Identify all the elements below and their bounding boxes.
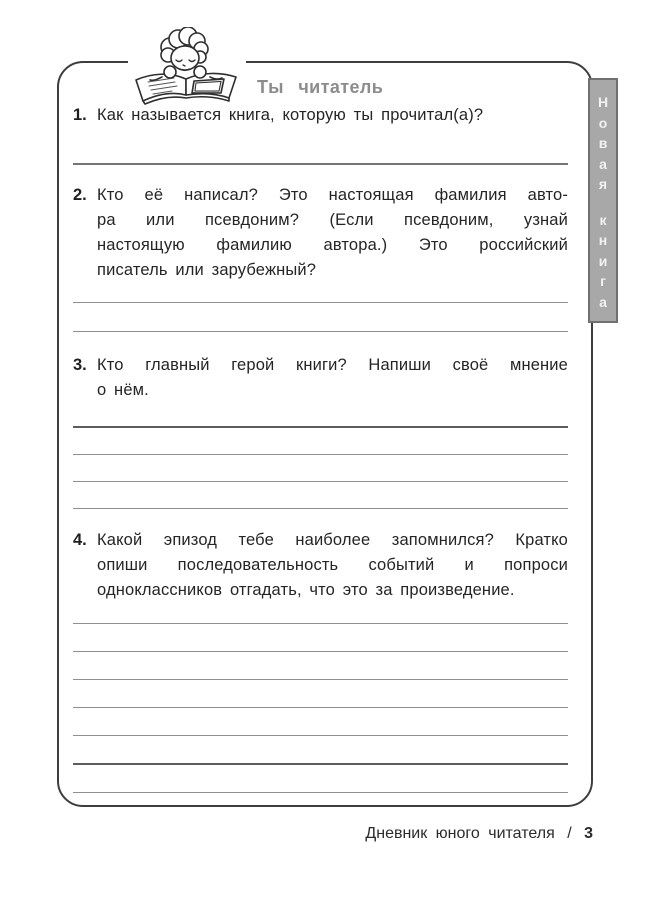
question-text — [97, 528, 568, 603]
answer-line — [73, 765, 568, 793]
footer-separator: / — [567, 825, 572, 842]
question-number: 3. — [73, 356, 87, 374]
answer-line — [73, 652, 568, 680]
question-number: 4. — [73, 531, 87, 549]
answer-lines-q1 — [73, 135, 568, 165]
tab-letter: г — [600, 273, 606, 289]
question-text-line: писатель или зарубежный? — [97, 261, 317, 279]
answer-lines-q2 — [73, 274, 568, 332]
question-text-line: Какой эпизод тебе наиболее запомнился? Кратко — [97, 531, 568, 549]
question-text-line: Как называется книга, которую ты прочитал(а)? — [97, 106, 484, 124]
question-text-line: Кто главный герой книги? Напиши своё мнение — [97, 356, 568, 374]
question-number: 2. — [73, 186, 87, 204]
answer-line — [73, 274, 568, 303]
answer-line — [73, 708, 568, 736]
child-reading-book-icon — [128, 27, 246, 111]
question-text-line: ра или псевдоним? (Если псевдоним, узнай — [97, 211, 568, 229]
answer-line — [73, 400, 568, 428]
tab-letter: Н — [597, 94, 609, 110]
answer-line — [73, 482, 568, 509]
answer-lines-q4 — [73, 596, 568, 793]
answer-line — [73, 736, 568, 765]
tab-letter: в — [598, 135, 608, 151]
page-number: 3 — [584, 825, 593, 842]
page-title: Ты читатель — [257, 77, 384, 97]
question-text — [97, 353, 568, 403]
answer-line — [73, 428, 568, 455]
answer-line — [73, 680, 568, 708]
question-text-line: о нём. — [97, 381, 149, 399]
tab-letter: и — [598, 252, 608, 269]
tab-letter: а — [599, 293, 607, 310]
footer — [365, 825, 593, 843]
tab-letter: а — [599, 155, 607, 172]
answer-line — [73, 135, 568, 165]
tab-letter: к — [599, 211, 607, 228]
answer-line — [73, 624, 568, 652]
question-text-line: одноклассников отгадать, что это за произведение. — [97, 581, 515, 599]
question-text — [97, 183, 568, 283]
answer-lines-q3 — [73, 400, 568, 509]
question-text — [97, 103, 568, 128]
footer-book-title: Дневник юного читателя — [365, 825, 555, 842]
tab-letter: о — [598, 114, 608, 131]
answer-line — [73, 455, 568, 482]
question-2 — [73, 183, 568, 283]
answer-line — [73, 303, 568, 332]
question-4 — [73, 528, 568, 603]
tab-letter: я — [598, 176, 608, 192]
side-tab-new-book — [588, 78, 618, 323]
question-text-line: настоящую фамилию автора.) Это российский — [97, 236, 568, 254]
question-text-line: Кто её написал? Это настоящая фамилия авто- — [97, 186, 568, 204]
question-number: 1. — [73, 106, 87, 124]
answer-line — [73, 596, 568, 624]
question-text-line: опиши последовательность событий и попроси — [97, 556, 568, 574]
tab-letter: н — [598, 232, 608, 248]
question-1 — [73, 103, 568, 128]
question-3 — [73, 353, 568, 403]
